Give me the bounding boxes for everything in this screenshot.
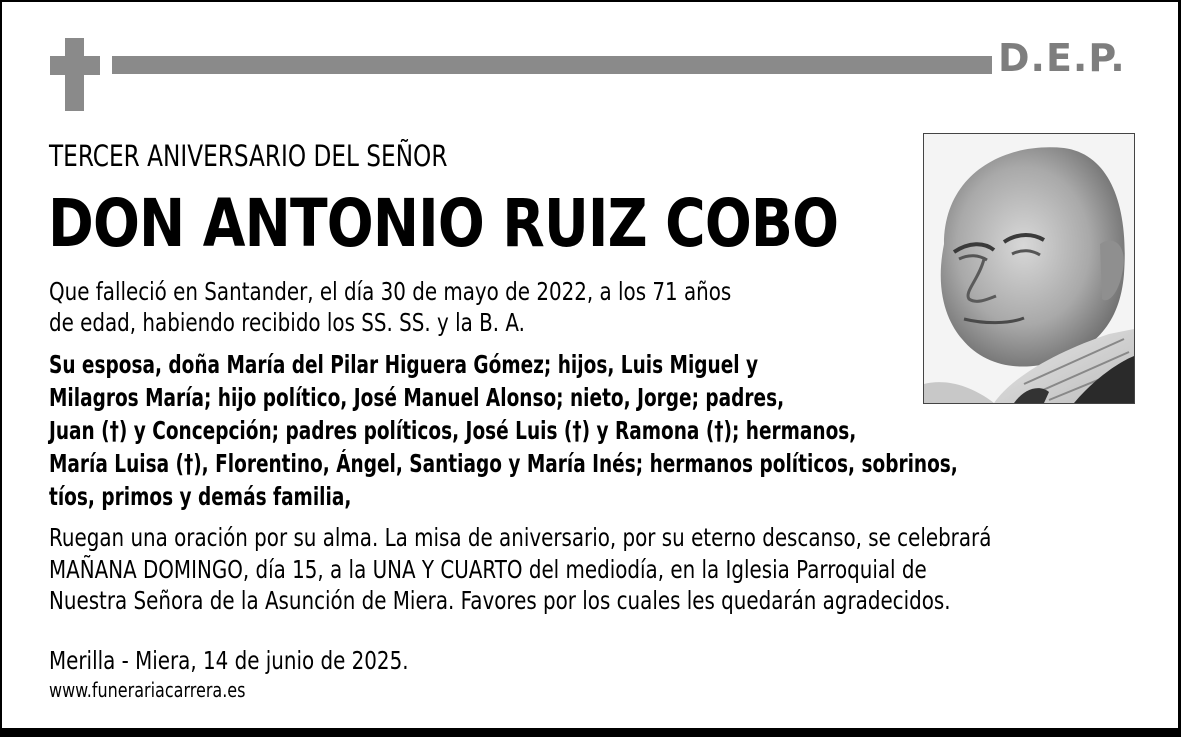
family-line: Milagros María; hijo político, José Manuel Alonso; nieto, Jorge; padres, (49, 383, 785, 412)
website-link[interactable]: www.funerariacarrera.es (49, 678, 246, 702)
header-rule (112, 56, 992, 74)
mass-line: MAÑANA DOMINGO, día 15, a la UNA Y CUARTO del mediodía, en la Iglesia Parroquial de (49, 554, 927, 584)
website[interactable] (49, 678, 295, 702)
place-date (49, 646, 501, 676)
mass-line: Nuestra Señora de la Asunción de Miera. Favores por los cuales les quedarán agradecidos. (49, 586, 951, 615)
mass-notice (49, 522, 1181, 617)
death-line: de edad, habiendo recibido los SS. SS. y la B. A. (49, 308, 525, 337)
portrait-image (924, 134, 1134, 403)
portrait-photo (923, 133, 1135, 404)
deceased-name (48, 185, 993, 262)
family-line: María Luisa (†), Florentino, Ángel, Santiago y María Inés; hermanos políticos, sobrinos, (49, 449, 958, 478)
family-line: Juan (†) y Concepción; padres políticos, José Luis (†) y Ramona (†); hermanos, (49, 416, 857, 445)
death-notice (49, 276, 907, 338)
death-line: Que falleció en Santander, el día 30 de mayo de 2022, a los 71 años (49, 277, 732, 306)
subtitle-text: TERCER ANIVERSARIO DEL SEÑOR (49, 139, 448, 173)
place-date-text: Merilla - Miera, 14 de junio de 2025. (49, 646, 409, 675)
family-line: Su esposa, doña María del Pilar Higuera Gómez; hijos, Luis Miguel y (49, 350, 759, 379)
subtitle (49, 139, 547, 173)
cross-icon-arm (50, 56, 100, 75)
family-line: tíos, primos y demás familia, (49, 482, 352, 511)
dep-label: D.E.P. (998, 36, 1126, 80)
mass-line: Ruegan una oración por su alma. La misa de aniversario, por su eterno descanso, se celebrará (49, 523, 992, 552)
deceased-name-text: DON ANTONIO RUIZ COBO (48, 185, 839, 262)
